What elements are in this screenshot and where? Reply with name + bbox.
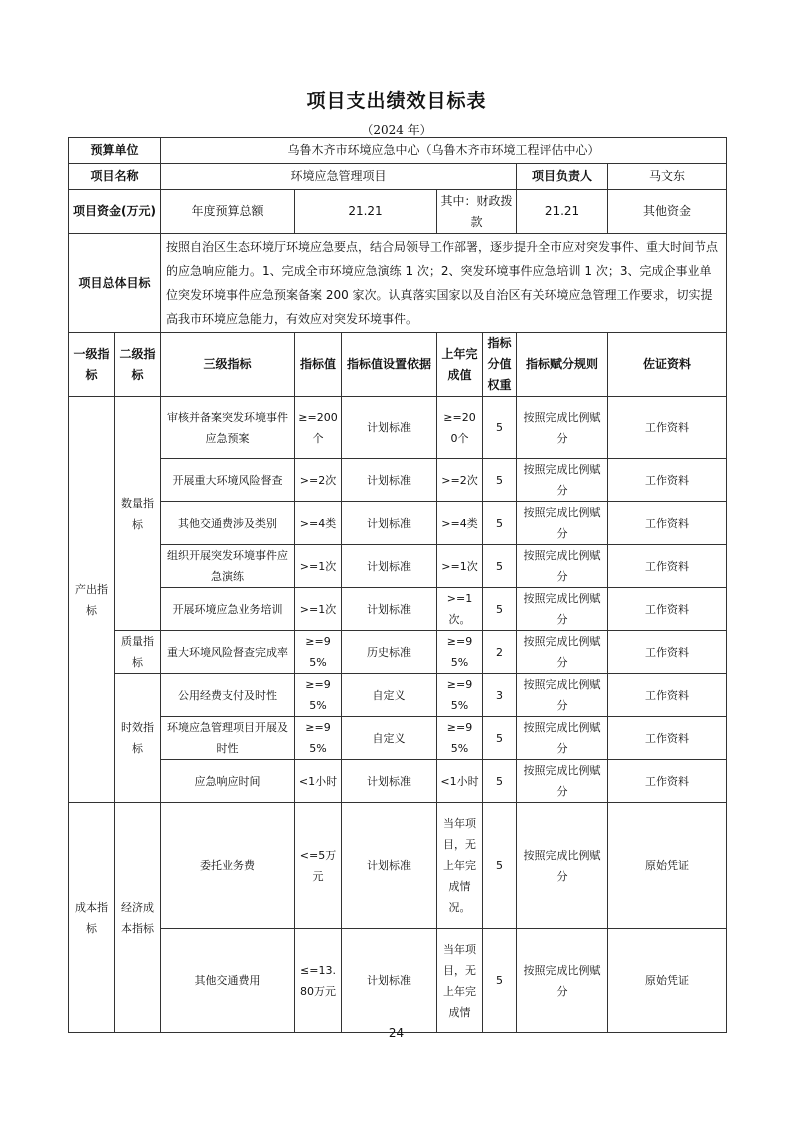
- info-row-budget-unit: [69, 138, 727, 164]
- info-row-project-name: [69, 164, 727, 190]
- indicator-last: ≥=95%: [437, 631, 483, 674]
- indicator-value: ≥=95%: [295, 631, 342, 674]
- header-rule: 指标赋分规则: [517, 333, 608, 397]
- header-level1: 一级指标: [69, 333, 115, 397]
- indicator-weight: 5: [483, 803, 517, 929]
- performance-table: [68, 137, 727, 1033]
- table-row: [69, 397, 727, 459]
- indicator-value: >=4类: [295, 502, 342, 545]
- indicator-basis: 计划标准: [342, 803, 437, 929]
- indicator-value: <=5万元: [295, 803, 342, 929]
- indicator-evidence: 工作资料: [608, 588, 727, 631]
- indicator-basis: 计划标准: [342, 545, 437, 588]
- indicator-name: 应急响应时间: [161, 760, 295, 803]
- indicator-name: 环境应急管理项目开展及时性: [161, 717, 295, 760]
- indicator-last: 当年项目，无上年完成情: [437, 929, 483, 1033]
- leader-label: 项目负责人: [517, 164, 608, 190]
- indicator-rule: 按照完成比例赋分: [517, 929, 608, 1033]
- table-row: [69, 588, 727, 631]
- indicator-evidence: 工作资料: [608, 760, 727, 803]
- indicator-rule: 按照完成比例赋分: [517, 760, 608, 803]
- header-last-value: 上年完成值: [437, 333, 483, 397]
- indicator-weight: 5: [483, 717, 517, 760]
- annual-total-label: 年度预算总额: [161, 190, 295, 234]
- group-quality: 质量指标: [115, 631, 161, 674]
- indicator-rule: 按照完成比例赋分: [517, 588, 608, 631]
- indicator-value: ≥=200个: [295, 397, 342, 459]
- indicator-basis: 自定义: [342, 674, 437, 717]
- header-weight: 指标分值权重: [483, 333, 517, 397]
- indicator-last: 当年项目，无上年完成情况。: [437, 803, 483, 929]
- indicator-value: <1小时: [295, 760, 342, 803]
- indicator-value: >=1次: [295, 545, 342, 588]
- indicator-name: 组织开展突发环境事件应急演练: [161, 545, 295, 588]
- header-value: 指标值: [295, 333, 342, 397]
- info-row-funds: [69, 190, 727, 234]
- indicator-name: 委托业务费: [161, 803, 295, 929]
- indicator-weight: 3: [483, 674, 517, 717]
- indicator-last: >=1次: [437, 545, 483, 588]
- indicator-evidence: 工作资料: [608, 717, 727, 760]
- indicator-evidence: 原始凭证: [608, 803, 727, 929]
- indicator-basis: 自定义: [342, 717, 437, 760]
- funds-label: 项目资金(万元): [69, 190, 161, 234]
- indicator-weight: 5: [483, 545, 517, 588]
- project-name-value: 环境应急管理项目: [161, 164, 517, 190]
- indicator-rule: 按照完成比例赋分: [517, 459, 608, 502]
- indicator-rule: 按照完成比例赋分: [517, 631, 608, 674]
- leader-value: 马文东: [608, 164, 727, 190]
- indicator-evidence: 工作资料: [608, 502, 727, 545]
- indicator-evidence: 工作资料: [608, 459, 727, 502]
- indicator-value: ≤=13.80万元: [295, 929, 342, 1033]
- indicator-basis: 计划标准: [342, 502, 437, 545]
- indicator-name: 开展重大环境风险督查: [161, 459, 295, 502]
- indicator-evidence: 原始凭证: [608, 929, 727, 1033]
- table-row: [69, 803, 727, 929]
- table-row: [69, 502, 727, 545]
- indicator-value: ≥=95%: [295, 717, 342, 760]
- indicator-name: 开展环境应急业务培训: [161, 588, 295, 631]
- indicator-weight: 5: [483, 502, 517, 545]
- header-level2: 二级指标: [115, 333, 161, 397]
- table-row: [69, 545, 727, 588]
- indicator-name: 审核并备案突发环境事件应急预案: [161, 397, 295, 459]
- header-row: [69, 333, 727, 397]
- group-cost: 成本指标: [69, 803, 115, 1033]
- info-row-goal: [69, 234, 727, 333]
- goal-label: 项目总体目标: [69, 234, 161, 333]
- indicator-evidence: 工作资料: [608, 631, 727, 674]
- header-basis: 指标值设置依据: [342, 333, 437, 397]
- indicator-weight: 5: [483, 929, 517, 1033]
- indicator-rule: 按照完成比例赋分: [517, 502, 608, 545]
- fiscal-value: 21.21: [517, 190, 608, 234]
- page-title: 项目支出绩效目标表: [306, 90, 487, 112]
- indicator-name: 公用经费支付及时性: [161, 674, 295, 717]
- indicator-value: >=1次: [295, 588, 342, 631]
- indicator-basis: 计划标准: [342, 588, 437, 631]
- indicator-basis: 计划标准: [342, 397, 437, 459]
- table-row: [69, 459, 727, 502]
- indicator-last: >=1次。: [437, 588, 483, 631]
- indicator-evidence: 工作资料: [608, 397, 727, 459]
- group-timeliness: 时效指标: [115, 674, 161, 803]
- indicator-last: ≥=200个: [437, 397, 483, 459]
- indicator-rule: 按照完成比例赋分: [517, 674, 608, 717]
- indicator-evidence: 工作资料: [608, 674, 727, 717]
- indicator-last: <1小时: [437, 760, 483, 803]
- goal-text: 按照自治区生态环境厅环境应急要点，结合局领导工作部署，逐步提升全市应对突发事件、重大时间节点的应急响应能力。1、完成全市环境应急演练 1 次；2、突发环境事件应急培训 1 次；3、完成企事业单位突发环境事件应急预案备案 200 家次。认真落实国家以及自治区有关环境应急管理工作要求，切实提高我市环境应急能力，有效应对突发环境事件。: [161, 234, 727, 333]
- indicator-weight: 5: [483, 397, 517, 459]
- indicator-weight: 5: [483, 459, 517, 502]
- other-funds-label: 其他资金: [608, 190, 727, 234]
- indicator-name: 其他交通费涉及类别: [161, 502, 295, 545]
- indicator-basis: 计划标准: [342, 929, 437, 1033]
- table-row: [69, 631, 727, 674]
- indicator-weight: 5: [483, 760, 517, 803]
- project-name-label: 项目名称: [69, 164, 161, 190]
- indicator-name: 其他交通费用: [161, 929, 295, 1033]
- indicator-rule: 按照完成比例赋分: [517, 545, 608, 588]
- indicator-last: ≥=95%: [437, 674, 483, 717]
- indicator-evidence: 工作资料: [608, 545, 727, 588]
- budget-unit-label: 预算单位: [69, 138, 161, 164]
- table-row: [69, 760, 727, 803]
- budget-unit-value: 乌鲁木齐市环境应急中心（乌鲁木齐市环境工程评估中心）: [161, 138, 727, 164]
- header-evidence: 佐证资料: [608, 333, 727, 397]
- indicator-last: ≥=95%: [437, 717, 483, 760]
- indicator-rule: 按照完成比例赋分: [517, 803, 608, 929]
- table-row: [69, 674, 727, 717]
- fiscal-label: 其中：财政拨款: [437, 190, 517, 234]
- group-economic: 经济成本指标: [115, 803, 161, 1033]
- header-level3: 三级指标: [161, 333, 295, 397]
- indicator-last: >=4类: [437, 502, 483, 545]
- indicator-weight: 5: [483, 588, 517, 631]
- year-subtitle: （2024 年）: [361, 123, 432, 137]
- indicator-rule: 按照完成比例赋分: [517, 397, 608, 459]
- group-quantity: 数量指标: [115, 397, 161, 631]
- table-row: [69, 929, 727, 1033]
- page-number: 24: [388, 1026, 405, 1040]
- indicator-basis: 计划标准: [342, 459, 437, 502]
- indicator-rule: 按照完成比例赋分: [517, 717, 608, 760]
- indicator-basis: 历史标准: [342, 631, 437, 674]
- annual-total-value: 21.21: [295, 190, 437, 234]
- table-row: [69, 717, 727, 760]
- indicator-weight: 2: [483, 631, 517, 674]
- indicator-basis: 计划标准: [342, 760, 437, 803]
- indicator-value: ≥=95%: [295, 674, 342, 717]
- group-output: 产出指标: [69, 397, 115, 803]
- indicator-last: >=2次: [437, 459, 483, 502]
- indicator-value: >=2次: [295, 459, 342, 502]
- indicator-name: 重大环境风险督查完成率: [161, 631, 295, 674]
